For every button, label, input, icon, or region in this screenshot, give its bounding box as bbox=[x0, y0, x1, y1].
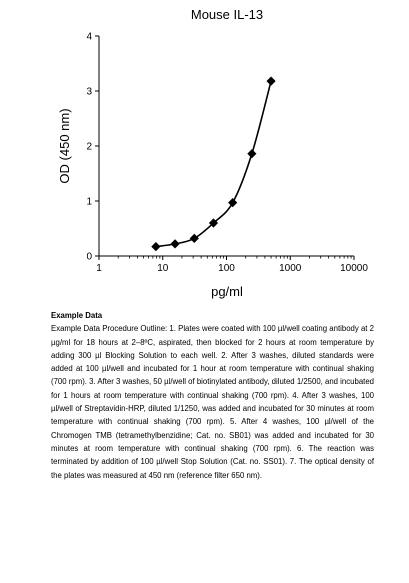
x-ticks bbox=[96, 256, 368, 274]
y-tick-label: 1 bbox=[86, 196, 92, 208]
data-point-diamond bbox=[228, 198, 237, 207]
example-data-heading: Example Data bbox=[51, 311, 103, 320]
x-tick-label: 10000 bbox=[340, 263, 368, 274]
procedure-outline-text: Example Data Procedure Outline: 1. Plates were coated with 100 µl/well coating antibody at 2 µg/ml for 18 hours at 2–8ºC, aspirated, then blocked for 2 hours at room temperature by adding 300 µl Blocking Solution to each well. 2. After 3 washes, diluted standards were added at 100 µl/well and incubated for 1 hour at room temperature with continual shaking (700 rpm). 3. After 3 washes, 50 µl/well of biotinylated antibody, diluted 1/2500, and incubated for 1 hours at room temperature with continual shaking (700 rpm). 4. After 3 washes, 100 µl/well of Streptavidin-HRP, diluted 1/1250, was added and incubated for 30 minutes at room temperature with continual shaking (700 rpm). 5. After 4 washes, 100 µl/well of the Chromogen TMB (tetramethylbenzidine; Cat. no. SB01) was added and incubated for 30 minutes at room temperature with continual shaking (700 rpm). 6. The reaction was terminated by addition of 100 µl/well Stop Solution (Cat. no. SS01). 7. The optical density of the plates was measured at 450 nm (reference filter 650 nm). bbox=[51, 324, 374, 480]
y-tick-label: 3 bbox=[86, 86, 92, 98]
y-tick-label: 0 bbox=[86, 251, 92, 263]
data-point-diamond bbox=[190, 234, 199, 243]
data-point-diamond bbox=[151, 242, 160, 251]
data-point-diamond bbox=[247, 149, 256, 158]
x-tick-label: 1 bbox=[96, 263, 102, 274]
x-tick-label: 10 bbox=[157, 263, 169, 274]
chart-title: Mouse IL-13 bbox=[190, 7, 264, 22]
data-point-diamond bbox=[170, 239, 179, 248]
data-point-diamond bbox=[266, 77, 275, 86]
y-axis-label: OD (450 nm) bbox=[57, 108, 72, 184]
x-axis-label: pg/ml bbox=[211, 284, 243, 299]
x-tick-label: 1000 bbox=[279, 263, 302, 274]
data-points bbox=[151, 77, 275, 252]
y-tick-label: 4 bbox=[86, 31, 92, 43]
y-tick-label: 2 bbox=[86, 141, 92, 153]
x-tick-label: 100 bbox=[218, 263, 235, 274]
example-data-section bbox=[51, 309, 374, 482]
y-ticks bbox=[86, 32, 99, 263]
